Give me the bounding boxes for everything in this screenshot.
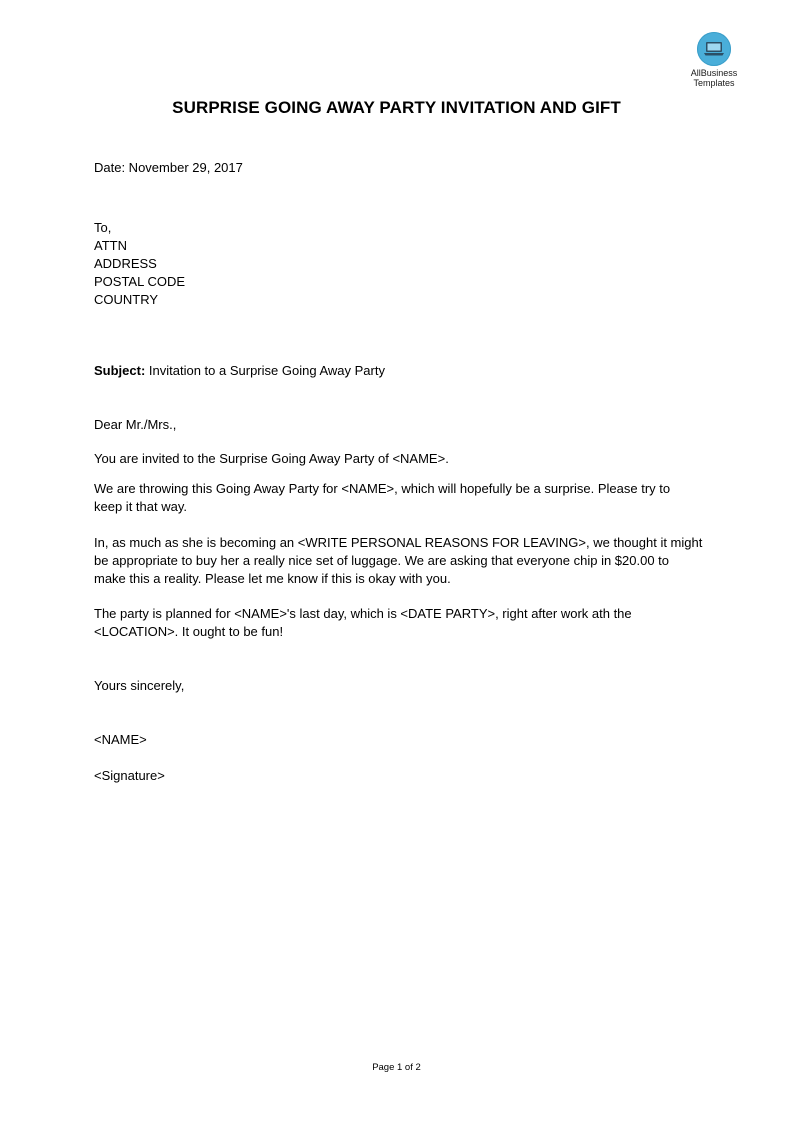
address-attn: ATTN <box>94 238 127 253</box>
allbusiness-templates-logo <box>682 32 746 88</box>
address-country: COUNTRY <box>94 292 159 307</box>
paragraph-party-line-2: <LOCATION>. It ought to be fun! <box>94 624 284 639</box>
address-street: ADDRESS <box>94 256 157 271</box>
address-postal-code: POSTAL CODE <box>94 274 186 289</box>
address-to: To, <box>94 220 112 235</box>
signature: <Signature> <box>94 768 165 783</box>
paragraph-party-line-1: The party is planned for <NAME>'s last day, which is <DATE PARTY>, right after work ath the <box>94 606 632 621</box>
page-number: Page 1 of 2 <box>372 1062 421 1073</box>
paragraph-gift-line-1: In, as much as she is becoming an <WRITE PERSONAL REASONS FOR LEAVING>, we thought it might <box>94 535 703 550</box>
salutation: Dear Mr./Mrs., <box>94 417 177 432</box>
logo-line-1: AllBusiness <box>690 68 738 78</box>
paragraph-gift-line-3: make this a reality. Please let me know if this is okay with you. <box>94 571 451 586</box>
logo-line-2: Templates <box>693 78 735 88</box>
logo-text <box>682 68 746 88</box>
document-title: SURPRISE GOING AWAY PARTY INVITATION AND GIFT <box>172 98 621 117</box>
paragraph-surprise-line-1: We are throwing this Going Away Party for <NAME>, which will hopefully be a surprise. Please try to <box>94 481 671 496</box>
date-line: Date: November 29, 2017 <box>94 160 243 175</box>
subject-line <box>94 362 700 380</box>
laptop-icon <box>697 32 731 66</box>
sender-name: <NAME> <box>94 732 147 747</box>
paragraph-surprise-line-2: keep it that way. <box>94 499 187 514</box>
paragraph-gift-line-2: be appropriate to buy her a really nice set of luggage. We are asking that everyone chip in $20.00 to <box>94 553 670 568</box>
subject-label: Subject: <box>94 363 146 378</box>
paragraph-invitation: You are invited to the Surprise Going Away Party of <NAME>. <box>94 451 449 466</box>
closing: Yours sincerely, <box>94 678 185 693</box>
subject-text: Invitation to a Surprise Going Away Party <box>145 363 385 378</box>
